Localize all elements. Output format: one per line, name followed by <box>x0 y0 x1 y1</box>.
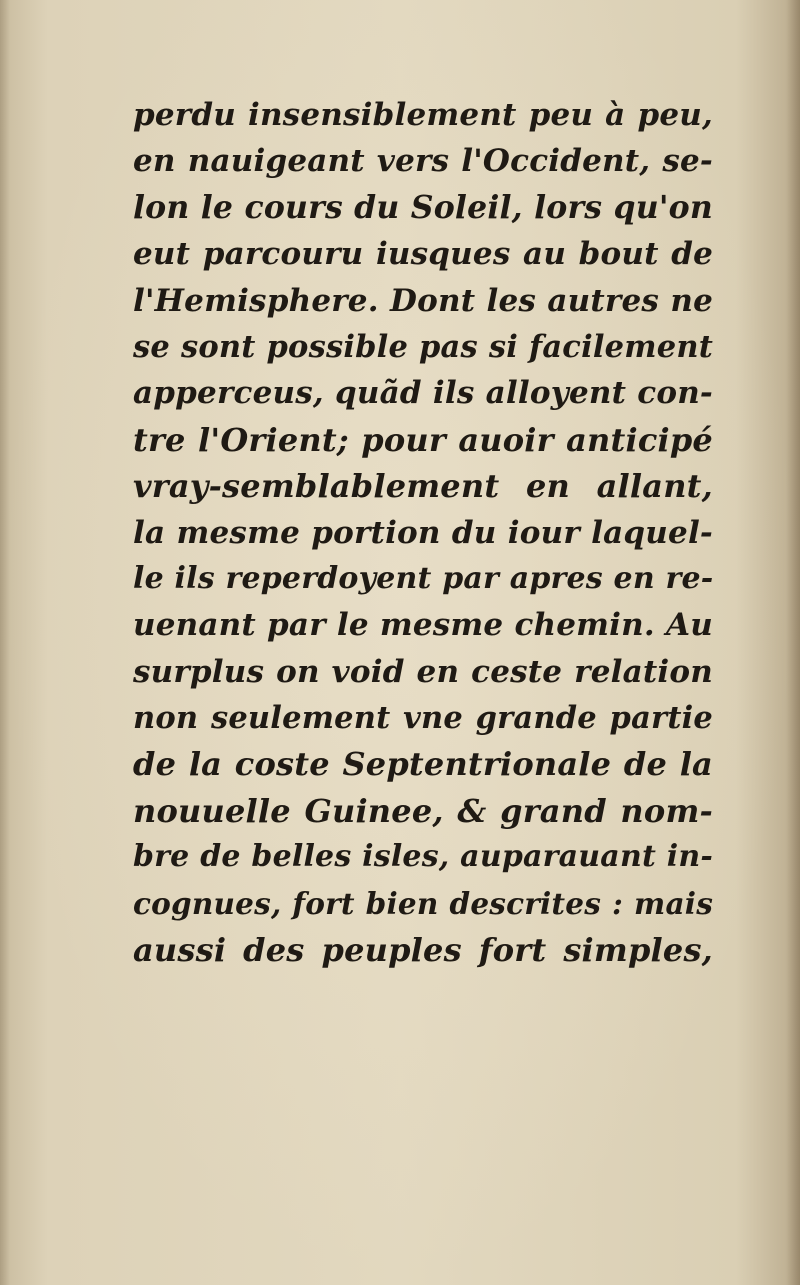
text-block <box>133 92 713 973</box>
text-line-13: surplus on void en ceste relation <box>133 653 713 690</box>
text-line-15: de la coste Septentrionale de la <box>133 745 713 784</box>
text-line-9: vray-semblablement en allant, <box>133 467 713 506</box>
text-line-12: uenant par le mesme chemin. Au <box>133 607 713 644</box>
text-line-2: en nauigeant vers l'Occident, se- <box>133 143 713 180</box>
text-line-3: lon le cours du Soleil, lors qu'on <box>133 188 713 226</box>
text-line-14: non seulement vne grande partie <box>133 700 713 737</box>
text-line-11: le ils reperdoyent par apres en re- <box>133 560 714 596</box>
page-edge-left <box>0 0 10 1285</box>
text-line-7: apperceus, quãd ils alloyent con- <box>133 375 713 412</box>
text-line-10: la mesme portion du iour laquel- <box>133 514 713 551</box>
text-line-17: bre de belles isles, auparauant in- <box>133 839 713 875</box>
text-line-18: cognues, fort bien descrites : mais <box>133 885 713 921</box>
text-line-8: tre l'Orient; pour auoir anticipé <box>133 420 713 459</box>
text-line-1: perdu insensiblement peu à peu, <box>133 97 713 133</box>
text-line-5: l'Hemisphere. Dont les autres ne <box>133 282 713 319</box>
page-edge-right <box>786 0 800 1285</box>
text-line-4: eut parcouru iusques au bout de <box>133 236 713 273</box>
text-line-19: aussi des peuples fort simples, <box>133 931 713 970</box>
text-line-16: nouuelle Guinee, & grand nom- <box>133 791 713 830</box>
text-line-6: se sont possible pas si facilement <box>133 328 713 365</box>
